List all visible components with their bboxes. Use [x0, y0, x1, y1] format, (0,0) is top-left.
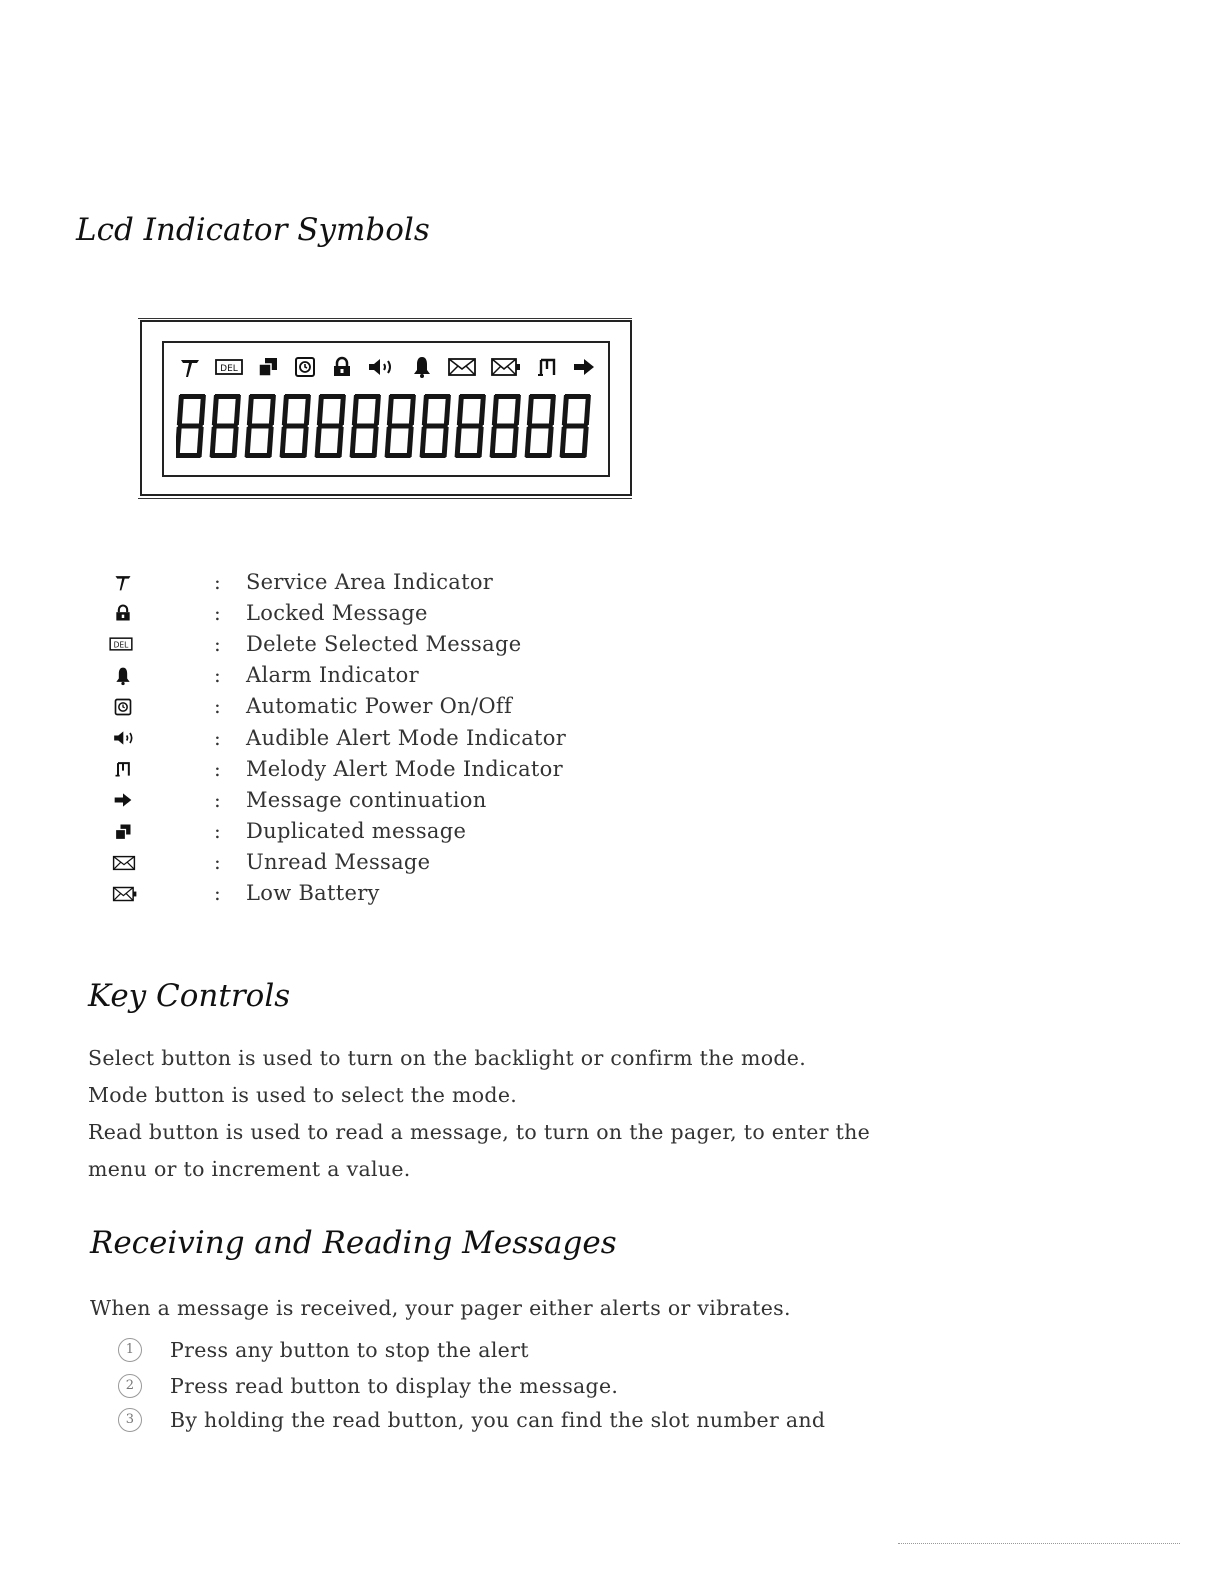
lcd-digit — [350, 394, 381, 458]
lcd-digit — [525, 394, 556, 458]
lcd-segment — [177, 395, 184, 425]
legend-colon: : — [214, 756, 221, 781]
lcd-segment — [422, 395, 429, 425]
lcd-digit — [210, 394, 241, 458]
step-number: 2 — [118, 1374, 142, 1398]
duplicated-message-icon — [112, 822, 134, 842]
legend-colon: : — [214, 569, 221, 594]
lcd-segment — [197, 427, 204, 457]
legend-label: Low Battery — [246, 881, 380, 906]
svg-text:DEL: DEL — [220, 364, 238, 374]
legend-item — [96, 691, 616, 722]
lcd-segment — [352, 395, 359, 425]
legend-item — [96, 816, 616, 847]
lock-icon — [112, 603, 134, 623]
legend-label: Unread Message — [246, 850, 431, 875]
key-controls-line: Mode button is used to select the mode. — [88, 1083, 518, 1107]
legend-label: Service Area Indicator — [246, 569, 494, 594]
delete-icon — [108, 634, 134, 654]
lcd-segment — [282, 395, 289, 425]
auto-power-icon — [112, 697, 134, 717]
legend-item — [96, 597, 616, 628]
lcd-segment — [457, 395, 464, 425]
legend-colon: : — [214, 787, 221, 812]
legend-item — [96, 847, 616, 878]
lcd-segment — [339, 395, 346, 425]
lcd-rule-bottom — [138, 498, 632, 499]
lcd-segment — [514, 395, 521, 425]
lcd-segment — [234, 395, 241, 425]
lcd-segment — [315, 427, 322, 457]
step-text: By holding the read button, you can find the slot number and — [170, 1408, 826, 1432]
step-text: Press read button to display the message. — [170, 1374, 619, 1398]
step-number: 3 — [118, 1408, 142, 1432]
key-controls-line: menu or to increment a value. — [88, 1157, 411, 1181]
lcd-rule-top — [138, 318, 632, 319]
lcd-digit — [245, 394, 276, 458]
lock-icon — [330, 355, 354, 379]
legend-label: Duplicated message — [246, 819, 467, 844]
lcd-segment — [232, 427, 239, 457]
legend-colon: : — [214, 881, 221, 906]
lcd-segment — [479, 395, 486, 425]
lcd-segment — [337, 427, 344, 457]
lcd-segment — [492, 395, 499, 425]
bell-icon — [410, 355, 434, 379]
lcd-segment — [562, 395, 569, 425]
lcd-digit-display — [176, 392, 596, 460]
legend-item — [96, 878, 616, 909]
lcd-segment — [302, 427, 309, 457]
legend-label: Melody Alert Mode Indicator — [246, 756, 563, 781]
lcd-segment — [385, 427, 392, 457]
lcd-segment — [199, 395, 206, 425]
legend-label: Message continuation — [246, 787, 487, 812]
lcd-segment — [584, 395, 591, 425]
lcd-segment — [512, 427, 519, 457]
lcd-digit — [420, 394, 451, 458]
speaker-icon — [367, 355, 397, 379]
legend-colon: : — [214, 600, 221, 625]
step-number: 1 — [118, 1338, 142, 1362]
arrow-right-icon — [112, 790, 134, 810]
legend-item — [96, 628, 616, 659]
lcd-digit — [176, 394, 206, 458]
section-heading-lcd: Lcd Indicator Symbols — [76, 212, 430, 248]
lcd-segment — [527, 395, 534, 425]
receiving-intro: When a message is received, your pager either alerts or vibrates. — [90, 1296, 791, 1320]
legend-colon: : — [214, 850, 221, 875]
section-heading-key-controls: Key Controls — [88, 978, 291, 1014]
envelope-low-battery-icon — [112, 884, 138, 904]
legend-label: Automatic Power On/Off — [246, 694, 513, 719]
lcd-segment — [455, 427, 462, 457]
key-controls-line: Read button is used to read a message, to turn on the pager, to enter the — [88, 1120, 871, 1144]
lcd-segment — [212, 395, 219, 425]
lcd-segment — [409, 395, 416, 425]
step-item — [118, 1338, 529, 1362]
lcd-segment — [477, 427, 484, 457]
auto-power-icon — [293, 355, 317, 379]
legend-item — [96, 753, 616, 784]
legend-label: Delete Selected Message — [246, 631, 522, 656]
lcd-segment — [407, 427, 414, 457]
lcd-segment — [444, 395, 451, 425]
lcd-digit — [560, 394, 591, 458]
legend-item — [96, 722, 616, 753]
melody-icon — [535, 355, 559, 379]
lcd-segment — [267, 427, 274, 457]
symbol-legend — [96, 566, 616, 909]
lcd-segment — [560, 427, 567, 457]
lcd-segment — [374, 395, 381, 425]
melody-icon — [112, 759, 134, 779]
lcd-digit — [455, 394, 486, 458]
lcd-segment — [490, 427, 497, 457]
lcd-segment — [280, 427, 287, 457]
service-area-icon — [112, 572, 134, 592]
svg-text:DEL: DEL — [113, 640, 129, 650]
lcd-digit — [315, 394, 346, 458]
legend-colon: : — [214, 631, 221, 656]
legend-label: Locked Message — [246, 600, 428, 625]
envelope-icon — [447, 355, 477, 379]
legend-colon: : — [214, 694, 221, 719]
lcd-segment — [442, 427, 449, 457]
legend-label: Alarm Indicator — [246, 663, 419, 688]
lcd-segment — [245, 427, 252, 457]
bell-icon — [112, 666, 134, 686]
duplicated-message-icon — [256, 355, 280, 379]
envelope-low-battery-icon — [490, 355, 522, 379]
arrow-right-icon — [572, 355, 596, 379]
step-item — [118, 1408, 825, 1432]
lcd-digit — [490, 394, 521, 458]
lcd-segment — [549, 395, 556, 425]
lcd-segment — [247, 395, 254, 425]
key-controls-line: Select button is used to turn on the backlight or confirm the mode. — [88, 1046, 807, 1070]
lcd-segment — [582, 427, 589, 457]
lcd-segment — [317, 395, 324, 425]
speaker-icon — [112, 728, 138, 748]
lcd-segment — [176, 427, 182, 457]
lcd-segment — [210, 427, 217, 457]
legend-colon: : — [214, 725, 221, 750]
envelope-icon — [112, 853, 136, 873]
step-text: Press any button to stop the alert — [170, 1338, 529, 1362]
lcd-segment — [304, 395, 311, 425]
lcd-digit — [280, 394, 311, 458]
lcd-segment — [350, 427, 357, 457]
delete-icon — [215, 355, 243, 379]
lcd-segment — [269, 395, 276, 425]
step-item — [118, 1374, 618, 1398]
lcd-segment — [525, 427, 532, 457]
legend-colon: : — [214, 663, 221, 688]
scan-artifact-line — [898, 1543, 1180, 1544]
lcd-segment — [387, 395, 394, 425]
lcd-digit — [385, 394, 416, 458]
legend-item — [96, 784, 616, 815]
lcd-segment — [547, 427, 554, 457]
legend-item — [96, 566, 616, 597]
service-area-icon — [178, 355, 202, 379]
legend-item — [96, 660, 616, 691]
section-heading-receiving: Receiving and Reading Messages — [90, 1225, 617, 1261]
lcd-segment — [420, 427, 427, 457]
lcd-segment — [372, 427, 379, 457]
lcd-icon-row — [178, 352, 596, 382]
legend-label: Audible Alert Mode Indicator — [246, 725, 567, 750]
legend-colon: : — [214, 819, 221, 844]
